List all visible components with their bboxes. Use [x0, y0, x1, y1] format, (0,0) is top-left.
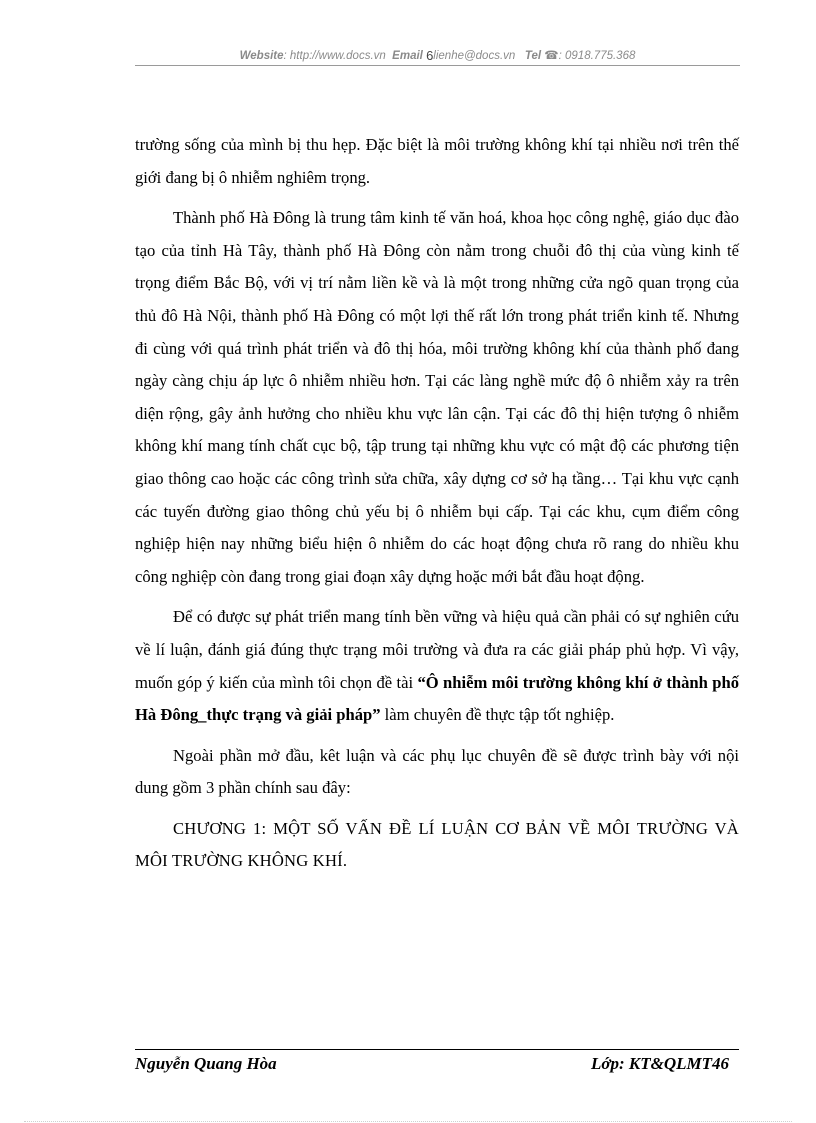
page-footer	[135, 1054, 729, 1074]
footer-divider	[135, 1049, 739, 1050]
paragraph-1: trường sống của mình bị thu hẹp. Đặc biệt là môi trường không khí tại nhiều nơi trên thế giới đang bị ô nhiễm nghiêm trọng.	[135, 135, 739, 187]
paragraph-3-text: Để có được sự phát triển mang tính bền vững và hiệu quả cần phải có sự nghiên cứu về lí luận, đánh giá đúng thực trạng môi trường và đưa ra các giải pháp phủ hợp. Vì vậy, muốn góp ý kiến của mình tôi chọn đề tài	[135, 607, 739, 692]
email-value: lienhe@docs.vn	[433, 50, 516, 62]
page-number: 6	[426, 48, 434, 63]
website-value: : http://www.docs.vn	[283, 50, 386, 62]
paragraph-4: Ngoài phần mở đầu, kêt luận và các phụ lục chuyên đề sẽ được trình bày với nội dung gồm 3 phần chính sau đây:	[135, 745, 739, 798]
tel-value: : 0918.775.368	[558, 50, 636, 62]
paragraph-2: Thành phố Hà Đông là trung tâm kinh tế văn hoá, khoa học công nghệ, giáo dục đào tạo của tỉnh Hà Tây, thành phố Hà Đông còn nằm trong chuỗi đô thị của vùng kinh tế trọng điểm Bắc Bộ, với vị trí nằm liền kề và là một trong những cửa ngõ quan trọng của thủ đô Hà Nội, thành phố Hà Đông có một lợi thế rất lớn trong phát triển kinh tế. Nhưng đi cùng với quá trình phát triển và đô thị hóa, môi trường không khí của thành phố đang ngày càng chịu áp lực ô nhiễm nhiều hơn. Tại các làng nghề mức độ ô nhiễm xảy ra trên diện rộng, gây ảnh hưởng cho nhiều khu vực lân cận. Tại các đô thị hiện tượng ô nhiễm không khí mang tính chất cục bộ, tập trung tại những khu vực có mật độ các phương tiện giao thông cao hoặc các công trình sửa chữa, xây dựng cơ sở hạ tầng… Tại khu vực cạnh các tuyến đường giao thông chủ yếu bị ô nhiễm bụi cấp. Tại các khu, cụm điểm công nghiệp hiện nay những biểu hiện ô nhiễm do các hoạt động chưa rõ rang do nhiều khu công nghiệp còn đang trong giai đoạn xây dựng hoặc mới bắt đầu hoạt động.	[135, 208, 739, 586]
phone-icon: ☎	[544, 50, 559, 62]
chapter-1-heading: CHƯƠNG 1: MỘT SỐ VẤN ĐỀ LÍ LUẬN CƠ BẢN VỀ MÔI TRƯỜNG VÀ MÔI TRƯỜNG KHÔNG KHÍ.	[135, 818, 739, 871]
website-label: Website	[239, 50, 284, 62]
document-body	[135, 129, 739, 886]
email-label: Email	[392, 50, 423, 62]
class-name: Lớp: KT&QLMT46	[590, 1054, 729, 1073]
header-divider	[135, 65, 740, 66]
author-name: Nguyễn Quang Hòa	[135, 1054, 277, 1073]
paragraph-3	[135, 601, 739, 731]
page-header	[135, 47, 740, 62]
thesis-title: “Ô nhiễm môi trường không khí ở thành phố Hà Đông_thực trạng và giải pháp”	[135, 672, 739, 725]
paragraph-3-tail: làm chuyên đề thực tập tốt nghiệp.	[380, 705, 615, 725]
tel-label: Tel	[524, 50, 542, 62]
page-bottom-border	[24, 1121, 792, 1122]
